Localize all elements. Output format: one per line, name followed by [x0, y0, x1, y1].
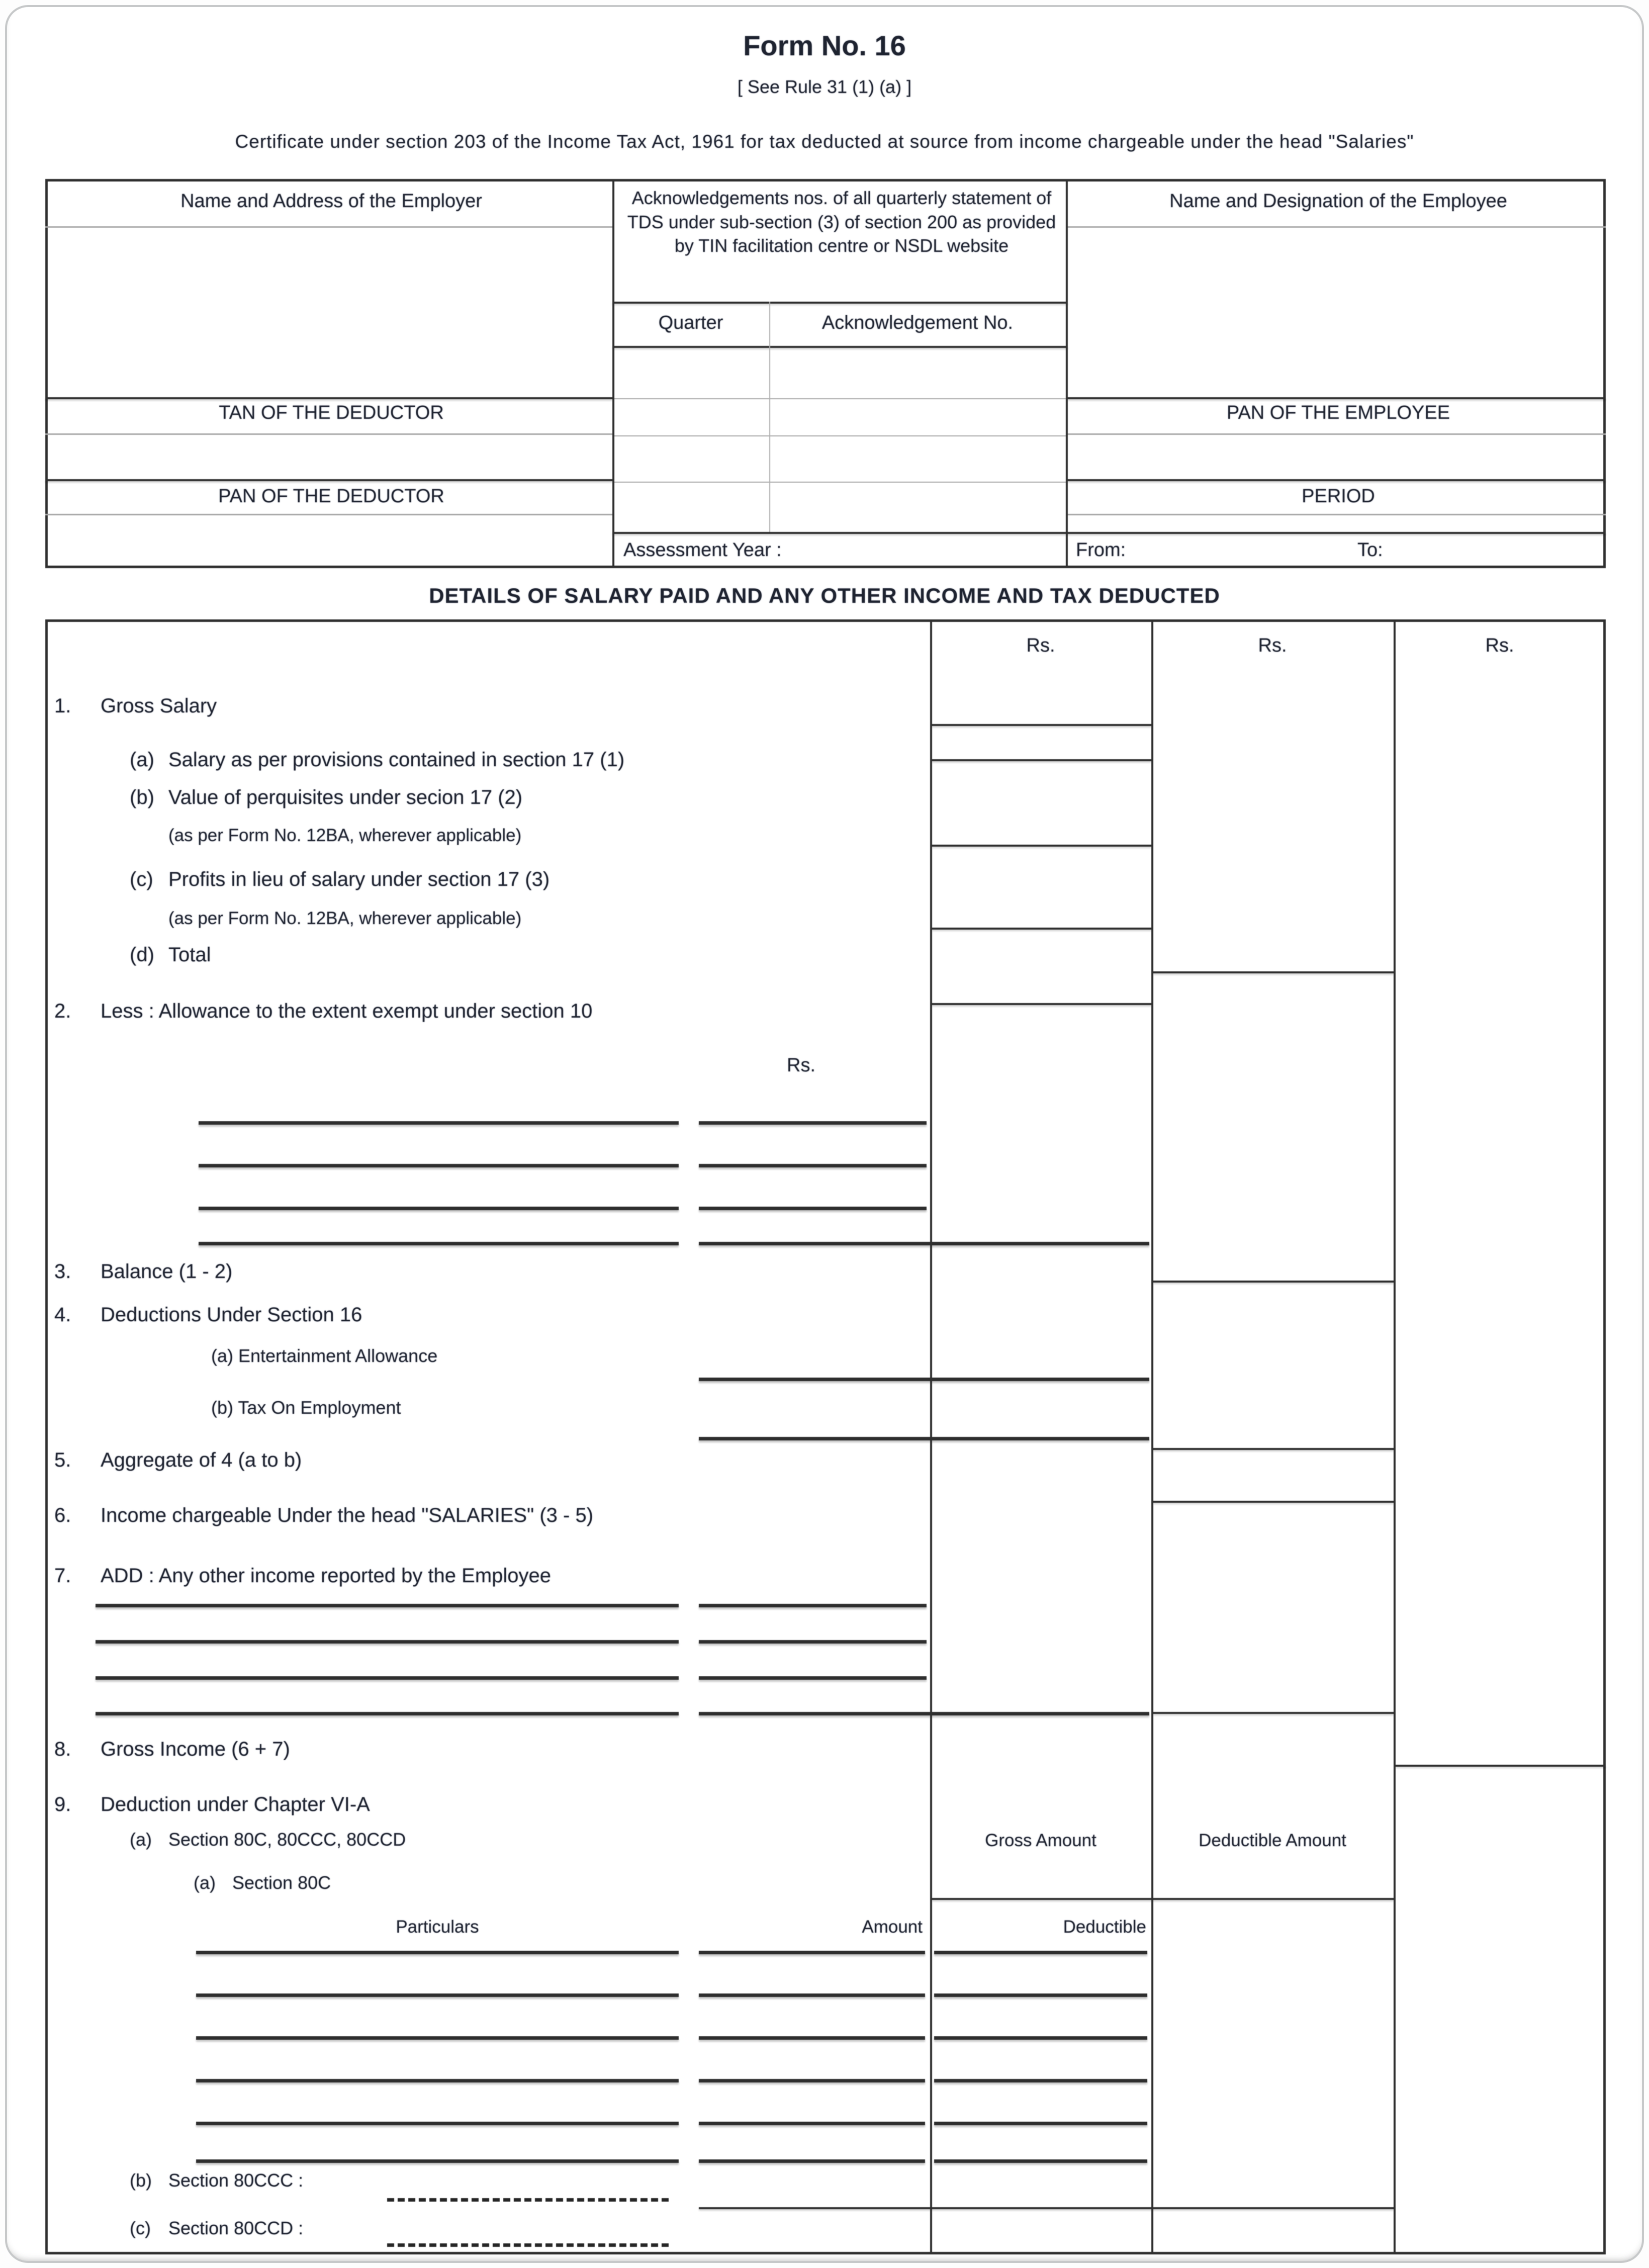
blank-field-line: [199, 1207, 679, 1210]
table-line: [1153, 1281, 1394, 1283]
blank-field-line: [699, 2079, 925, 2082]
table-line: [45, 433, 612, 435]
pan-employee-label: PAN OF THE EMPLOYEE: [1226, 402, 1450, 423]
item-9aa-label: Section 80C: [232, 1872, 331, 1893]
item-4-label: Deductions Under Section 16: [101, 1304, 362, 1326]
blank-field-line: [934, 2159, 1147, 2163]
blank-field-line: [387, 2198, 669, 2202]
item-1-number: 1.: [54, 695, 71, 717]
ack-header-cell: Acknowledgements nos. of all quarterly statement of TDS under sub-section (3) of section 200 as provided by TIN facilitation centre or NSDL website: [627, 188, 1056, 256]
blank-field-line: [699, 1242, 1149, 1245]
item-1b-label: Value of perquisites under secion 17 (2): [168, 786, 523, 808]
item-1c-number: (c): [130, 868, 153, 890]
item-3-number: 3.: [54, 1260, 71, 1283]
column-divider: [612, 179, 614, 568]
blank-field-line: [934, 2036, 1147, 2040]
blank-field-line: [196, 2079, 679, 2082]
rs-column-header-3: Rs.: [1485, 635, 1514, 656]
item-4b-label: (b) Tax On Employment: [211, 1397, 401, 1418]
table-line: [1153, 1448, 1394, 1450]
table-line: [614, 435, 1066, 436]
item-6-label: Income chargeable Under the head "SALARIES" (3 - 5): [101, 1504, 594, 1526]
item-1c-label: Profits in lieu of salary under section 17 (3): [168, 868, 550, 890]
details-title: DETAILS OF SALARY PAID AND ANY OTHER INCOME AND TAX DEDUCTED: [429, 584, 1220, 607]
item-1d-label: Total: [168, 944, 211, 966]
certificate-line: Certificate under section 203 of the Income Tax Act, 1961 for tax deducted at source from income chargeable under the head "Salaries": [235, 131, 1414, 152]
table-line: [1068, 433, 1606, 435]
blank-field-line: [699, 2036, 925, 2040]
item-5-label: Aggregate of 4 (a to b): [101, 1449, 302, 1471]
table-line: [1068, 479, 1606, 481]
item-9b-label: Section 80CCC :: [168, 2170, 304, 2191]
blank-field-line: [699, 1207, 927, 1210]
table-line: [932, 1898, 1394, 1900]
item-6-number: 6.: [54, 1504, 71, 1526]
assessment-year-label: Assessment Year :: [623, 539, 782, 561]
blank-field-line: [96, 1676, 679, 1680]
table-line: [45, 397, 612, 399]
item-9c-label: Section 80CCD :: [168, 2218, 304, 2238]
item-1d-number: (d): [130, 944, 154, 966]
item-1a-label: Salary as per provisions contained in section 17 (1): [168, 749, 625, 771]
item-3-label: Balance (1 - 2): [101, 1260, 233, 1283]
blank-field-line: [699, 1121, 927, 1125]
period-label: PERIOD: [1302, 486, 1375, 507]
item-8-label: Gross Income (6 + 7): [101, 1738, 290, 1760]
table-line: [932, 759, 1151, 761]
blank-field-line: [387, 2243, 669, 2247]
table-line: [45, 514, 612, 515]
employer-header-cell: Name and Address of the Employer: [180, 191, 482, 212]
table-line: [612, 532, 1606, 534]
rule-reference: [ See Rule 31 (1) (a) ]: [737, 76, 912, 97]
table-line: [1068, 226, 1606, 228]
rs-label-exempt: Rs.: [787, 1055, 815, 1076]
column-divider: [930, 619, 932, 2254]
page-title: Form No. 16: [743, 30, 906, 61]
table-line: [932, 724, 1151, 726]
item-9a-label: Section 80C, 80CCC, 80CCD: [168, 1829, 406, 1850]
blank-field-line: [196, 1951, 679, 1954]
blank-field-line: [699, 1712, 1149, 1715]
table-line: [45, 226, 612, 228]
deductible-amount-header: Deductible Amount: [1199, 1831, 1346, 1850]
blank-field-line: [699, 1437, 1149, 1440]
item-7-number: 7.: [54, 1565, 71, 1587]
pan-deductor-label: PAN OF THE DEDUCTOR: [218, 486, 444, 507]
employee-header-cell: Name and Designation of the Employee: [1169, 191, 1507, 212]
particulars-column-header: Particulars: [396, 1917, 479, 1937]
form-12ba-note-1: (as per Form No. 12BA, wherever applicable): [168, 826, 522, 845]
column-divider: [1394, 619, 1396, 2254]
item-7-label: ADD : Any other income reported by the Employee: [101, 1565, 552, 1587]
table-line: [1153, 1712, 1394, 1714]
blank-field-line: [699, 1604, 927, 1607]
blank-field-line: [699, 1951, 925, 1954]
column-divider: [1151, 619, 1153, 2254]
item-9b-number: (b): [130, 2170, 152, 2191]
blank-field-line: [196, 2159, 679, 2163]
tan-deductor-label: TAN OF THE DEDUCTOR: [219, 402, 444, 423]
blank-field-line: [699, 2122, 925, 2125]
blank-field-line: [96, 1640, 679, 1644]
item-9a-number: (a): [130, 1829, 152, 1850]
blank-field-line: [199, 1164, 679, 1167]
item-9aa-number: (a): [194, 1872, 216, 1893]
table-line: [932, 845, 1151, 847]
item-9c-number: (c): [130, 2218, 151, 2238]
blank-field-line: [934, 1951, 1147, 1954]
column-divider: [1066, 179, 1068, 568]
blank-field-line: [699, 2159, 925, 2163]
blank-field-line: [934, 2122, 1147, 2125]
deductible-column-header: Deductible: [1063, 1917, 1146, 1937]
table-line: [1068, 397, 1606, 399]
blank-field-line: [196, 2122, 679, 2125]
column-divider: [769, 302, 770, 532]
to-label: To:: [1357, 539, 1383, 561]
amount-column-header: Amount: [862, 1917, 923, 1937]
table-line: [932, 928, 1151, 930]
table-line: [1153, 1501, 1394, 1503]
table-line: [612, 346, 1068, 348]
item-9-label: Deduction under Chapter VI-A: [101, 1793, 370, 1816]
blank-field-line: [199, 1121, 679, 1125]
blank-field-line: [699, 1640, 927, 1644]
table-line: [612, 302, 1068, 304]
table-line: [614, 398, 1066, 399]
rs-column-header-1: Rs.: [1026, 635, 1055, 656]
blank-field-line: [699, 1164, 927, 1167]
blank-field-line: [96, 1712, 679, 1715]
table-line: [699, 2207, 1394, 2209]
item-5-number: 5.: [54, 1449, 71, 1471]
table-line: [932, 1003, 1151, 1005]
table-line: [1153, 971, 1394, 973]
item-9-number: 9.: [54, 1793, 71, 1816]
table-line: [614, 482, 1066, 483]
item-1-label: Gross Salary: [101, 695, 217, 717]
from-label: From:: [1076, 539, 1126, 561]
rs-column-header-2: Rs.: [1258, 635, 1287, 656]
blank-field-line: [934, 2079, 1147, 2082]
blank-field-line: [699, 1676, 927, 1680]
table-line: [1396, 1765, 1606, 1767]
item-2-number: 2.: [54, 1000, 71, 1022]
blank-field-line: [699, 1378, 1149, 1381]
blank-field-line: [96, 1604, 679, 1607]
item-1b-number: (b): [130, 786, 154, 808]
blank-field-line: [699, 1993, 925, 1997]
quarter-column-header: Quarter: [658, 312, 723, 333]
blank-field-line: [199, 1242, 679, 1245]
gross-amount-header: Gross Amount: [985, 1831, 1096, 1850]
blank-field-line: [196, 1993, 679, 1997]
form-12ba-note-2: (as per Form No. 12BA, wherever applicable): [168, 909, 522, 928]
blank-field-line: [196, 2036, 679, 2040]
item-4-number: 4.: [54, 1304, 71, 1326]
table-line: [45, 479, 612, 481]
item-2-label: Less : Allowance to the extent exempt under section 10: [101, 1000, 593, 1022]
blank-field-line: [934, 1993, 1147, 1997]
item-4a-label: (a) Entertainment Allowance: [211, 1345, 438, 1366]
item-1a-number: (a): [130, 749, 154, 771]
item-8-number: 8.: [54, 1738, 71, 1760]
ack-no-column-header: Acknowledgement No.: [821, 312, 1014, 333]
table-line: [1068, 514, 1606, 515]
